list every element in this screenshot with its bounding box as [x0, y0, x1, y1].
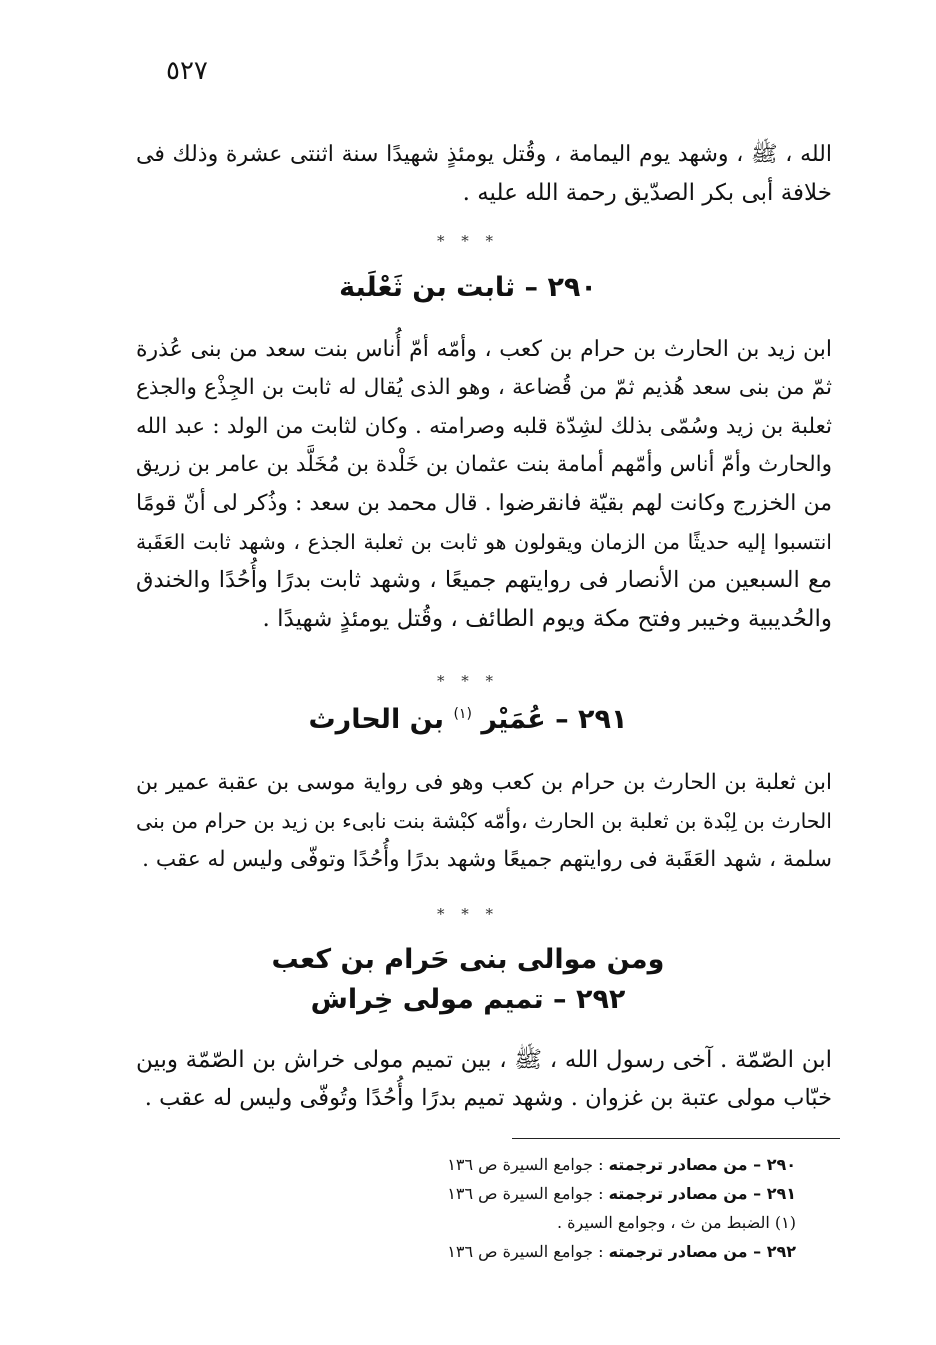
paragraph-continuation [136, 136, 832, 213]
text-line: ثعلبة بن زيد وسُمّى بذلك لشِدّة قلبه وصرامته . وكان لثابت من الولد : عبد الله [136, 413, 832, 439]
text-line: والحارث وأمّ أناس وأمّهم أمامة بنت عثمان بن خَلْدة بن مُخَلَّد بن عامر بن زريق [136, 452, 832, 478]
footnote-text: : جوامع السيرة ص ١٣٦ [447, 1155, 604, 1174]
footnote-label: ٢٩١ – من مصادر ترجمته [608, 1184, 796, 1203]
text-line: الحارث بن لِبْدة بن ثعلبة بن الحارث ،وأمّه كبْشة بنت نابىء بن زيد بن حرام من بنى [136, 809, 832, 834]
section-separator: * * * [436, 905, 500, 923]
paragraph-entry-291 [136, 764, 832, 879]
footnote-divider [512, 1138, 840, 1139]
footnote-291 [376, 1179, 796, 1208]
text-line: مع السبعين من الأنصار فى روايتهم جميعًا ، وشهد ثابت بدرًا وأُحُدًا والخندق [136, 567, 832, 594]
text-line: سلمة ، شهد العَقَبة فى روايتهم جميعًا وشهد بدرًا وأُحُدًا وتوفّى وليس له عقب . [142, 846, 832, 872]
paragraph-entry-292 [136, 1041, 832, 1118]
footnote-290 [376, 1150, 796, 1179]
text-line: ابن زيد بن الحارث بن حرام بن كعب ، وأمّه أمّ أُناس بنت سعد من بنى عُذرة [136, 337, 832, 362]
entry-heading-291 [0, 704, 936, 735]
text-line: خلافة أبى بكر الصدّيق رحمة الله عليه . [462, 180, 832, 207]
footnote-text: : جوامع السيرة ص ١٣٦ [447, 1184, 604, 1203]
section-heading: ومن موالى بنى حَرام بن كعب [271, 944, 665, 975]
footnote-text: : جوامع السيرة ص ١٣٦ [447, 1242, 604, 1261]
paragraph-entry-290 [136, 331, 832, 638]
entry-heading-290: ٢٩٠ – ثابت بن ثَعْلَبة [339, 272, 597, 303]
text-line: والحُديبية وخيبر وفتح مكة ويوم الطائف ، وقُتل يومئذٍ شهيدًا . [262, 605, 832, 632]
text-line: انتسبوا إليه حديثًا من الزمان ويقولون هو ثابت بن ثعلبة الجذع ، وشهد ثابت العَقَبة [136, 530, 832, 555]
heading-291-lineage: بن الحارث [308, 704, 445, 735]
section-separator: * * * [436, 232, 500, 250]
section-separator: * * * [436, 672, 500, 690]
footnote-label: ٢٩٠ – من مصادر ترجمته [608, 1155, 796, 1174]
text-line: ثمّ من بنى سعد هُذيم ثمّ من قُضاعة ، وهو الذى يُقال له ثابت بن الجِذْع والجذع [136, 375, 832, 401]
page-number: ٥٢٧ [166, 56, 208, 86]
footnote-text: (١) الضبط من ث ، وجوامع السيرة . [556, 1213, 796, 1232]
footnotes [376, 1150, 796, 1266]
text-line: من الخزرج وكانت لهم بقيّة فانقرضوا . قال محمد بن سعد : وذُكر لى أنّ قومًا [136, 490, 832, 516]
text-line: ابن الصّمّة . آخى رسول الله ، ﷺ ، بين تميم مولى خراش بن الصّمّة وبين [136, 1047, 832, 1073]
footnote-292 [376, 1237, 796, 1266]
footnote-label: ٢٩٢ – من مصادر ترجمته [608, 1242, 796, 1261]
entry-heading-292: ٢٩٢ – تميم مولى خِراش [310, 984, 626, 1015]
footnote-291-note-1 [376, 1208, 796, 1237]
text-line: ابن ثعلبة بن الحارث بن حرام بن كعب وهو فى رواية موسى بن عقبة عمير بن [136, 770, 832, 795]
footnote-marker: (١) [453, 706, 472, 722]
text-line: الله ، ﷺ ، وشهد يوم اليمامة ، وقُتل يومئذٍ شهيدًا سنة اثنتى عشرة وذلك فى [136, 142, 832, 167]
text-line: خبّاب مولى عتبة بن غزوان . وشهد تميم بدرًا وأُحُدًا وتُوفّى وليس له عقب . [144, 1085, 832, 1112]
heading-291-number-name: ٢٩١ – عُمَيْر [481, 704, 628, 735]
